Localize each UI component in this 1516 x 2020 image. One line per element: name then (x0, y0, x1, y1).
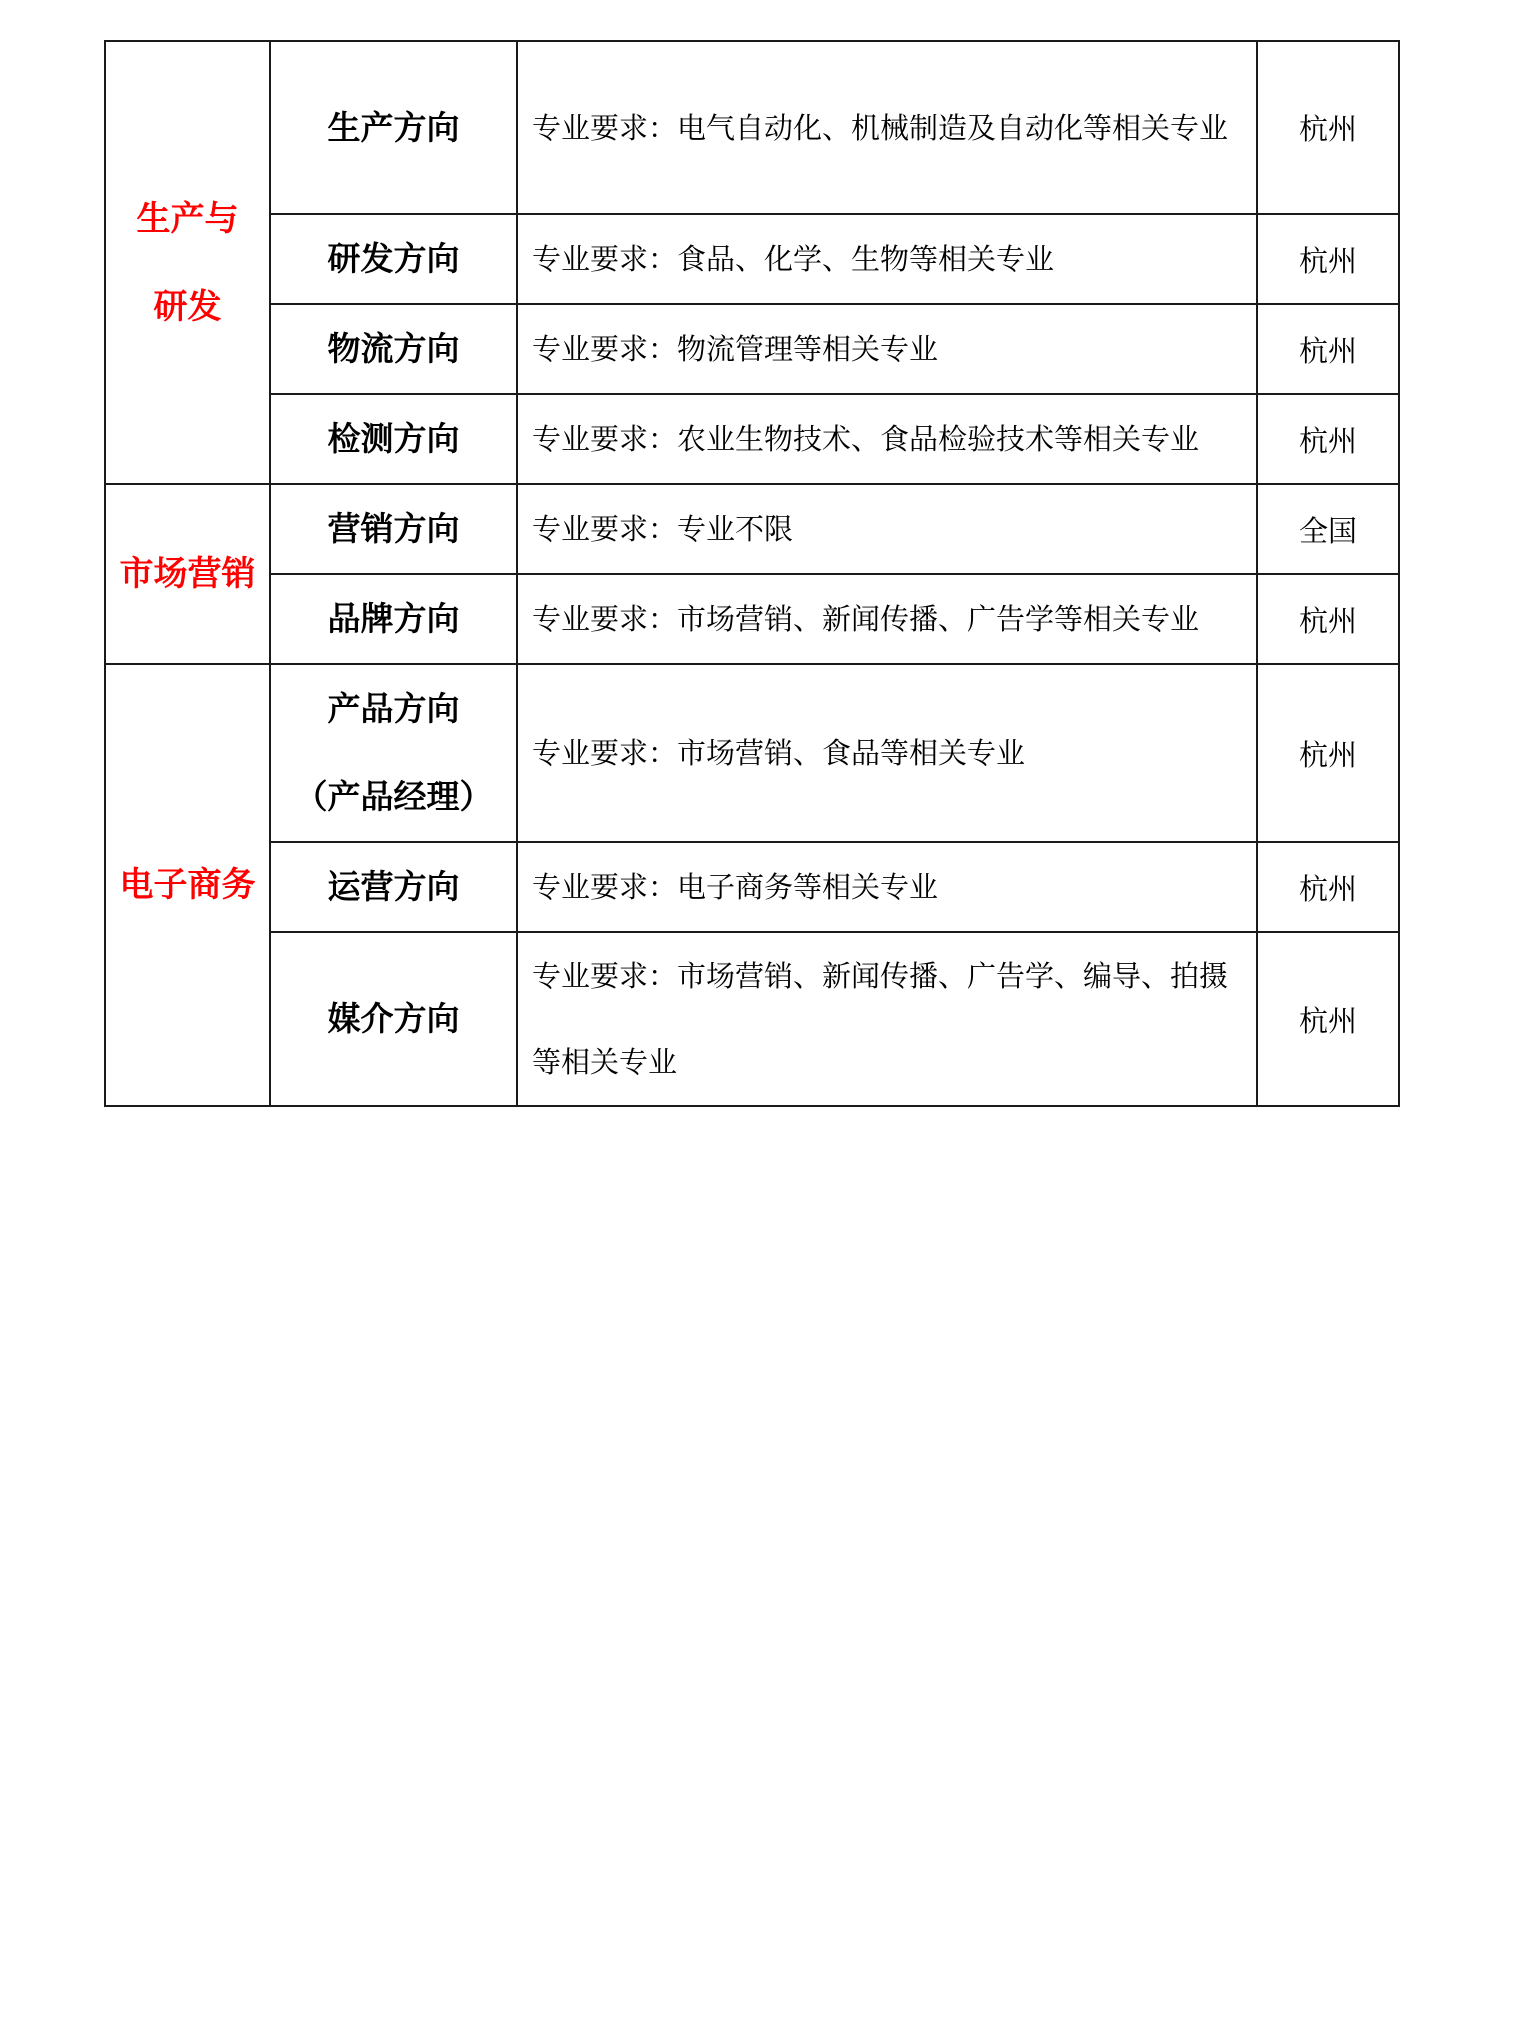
location-cell: 杭州 (1257, 932, 1399, 1106)
location-cell: 杭州 (1257, 664, 1399, 842)
direction-cell: 运营方向 (270, 842, 517, 932)
table-row (105, 304, 1399, 394)
direction-cell: 生产方向 (270, 41, 517, 214)
requirement-cell: 专业要求：市场营销、新闻传播、广告学等相关专业 (517, 574, 1257, 664)
direction-cell: 媒介方向 (270, 932, 517, 1106)
group-label-production-rd: 生产与 研发 (105, 41, 270, 484)
direction-cell: 检测方向 (270, 394, 517, 484)
requirement-cell: 专业要求：电子商务等相关专业 (517, 842, 1257, 932)
direction-cell: 物流方向 (270, 304, 517, 394)
requirement-cell: 专业要求：食品、化学、生物等相关专业 (517, 214, 1257, 304)
location-cell: 杭州 (1257, 394, 1399, 484)
table-row (105, 842, 1399, 932)
requirement-cell: 专业要求：市场营销、食品等相关专业 (517, 664, 1257, 842)
requirement-cell: 专业要求：电气自动化、机械制造及自动化等相关专业 (517, 41, 1257, 214)
direction-cell: 研发方向 (270, 214, 517, 304)
location-cell: 杭州 (1257, 41, 1399, 214)
group-label-marketing: 市场营销 (105, 484, 270, 664)
direction-cell: 品牌方向 (270, 574, 517, 664)
group-label-ecommerce: 电子商务 (105, 664, 270, 1106)
table-row (105, 932, 1399, 1106)
table-row (105, 41, 1399, 214)
direction-cell: 营销方向 (270, 484, 517, 574)
requirement-cell: 专业要求：农业生物技术、食品检验技术等相关专业 (517, 394, 1257, 484)
location-cell: 杭州 (1257, 842, 1399, 932)
table-row (105, 664, 1399, 842)
requirement-cell: 专业要求：物流管理等相关专业 (517, 304, 1257, 394)
location-cell: 杭州 (1257, 574, 1399, 664)
recruitment-table (104, 40, 1400, 1107)
location-cell: 杭州 (1257, 214, 1399, 304)
requirement-cell: 专业要求：专业不限 (517, 484, 1257, 574)
table-row (105, 574, 1399, 664)
requirement-cell: 专业要求：市场营销、新闻传播、广告学、编导、拍摄等相关专业 (517, 932, 1257, 1106)
location-cell: 全国 (1257, 484, 1399, 574)
direction-cell: 产品方向 （产品经理） (270, 664, 517, 842)
table-row (105, 214, 1399, 304)
table-row (105, 484, 1399, 574)
location-cell: 杭州 (1257, 304, 1399, 394)
table-row (105, 394, 1399, 484)
